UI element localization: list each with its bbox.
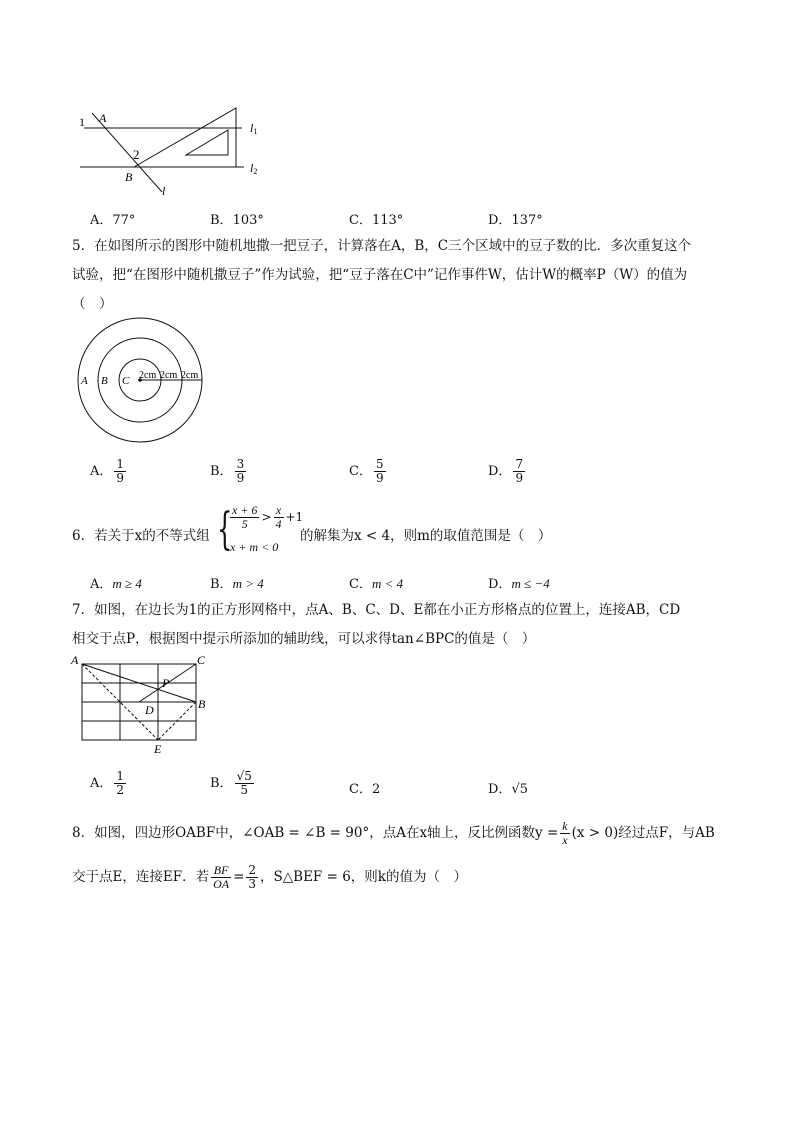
set-square — [134, 108, 236, 167]
q8-line-1: 8．如图，四边形OABF中，∠OAB = ∠B = 90°，点A在x轴上，反比例函数y = $\frac{k}{x}$ (x > 0)经过点F，与AB — [72, 819, 715, 847]
q6-inequality-1: $\frac{x + 6}{5}$ > $\frac{x}{4}$ +1 — [232, 503, 304, 531]
q6-inequality-2: x + m < 0 — [230, 540, 279, 554]
q7-option-b[interactable]: B． $\frac{√5}{5}$ — [210, 769, 252, 797]
radius-label-1: 2cm — [139, 370, 157, 381]
label-P: P — [162, 676, 170, 690]
region-A-label: A — [81, 375, 88, 387]
label-l1: l1 — [250, 121, 258, 136]
label-E: E — [154, 742, 162, 756]
q5-target-figure — [72, 316, 212, 446]
q7-line-2: 相交于点P，根据图中提示所添加的辅助线，可以求得tan∠BPC的值是（ ） — [72, 631, 536, 647]
question-5 — [72, 232, 722, 319]
q6-option-d[interactable]: D．m ≤ −4 — [488, 576, 550, 592]
label-A: A — [71, 653, 79, 667]
q6-option-a[interactable]: A．m ≥ 4 — [90, 576, 142, 592]
question-8 — [72, 818, 722, 894]
q5-line-3: （ ） — [72, 296, 113, 312]
q5-option-b[interactable]: B． $\frac{3}{9}$ — [210, 457, 245, 485]
q6-option-c[interactable]: C．m < 4 — [349, 576, 404, 592]
region-C-label: C — [122, 375, 130, 387]
label-B: B — [125, 170, 133, 184]
q7-option-c[interactable]: C．2 — [349, 782, 381, 797]
label-l2: l2 — [250, 161, 258, 176]
label-B: B — [198, 697, 206, 711]
q5-option-d[interactable]: D． $\frac{7}{9}$ — [488, 457, 524, 485]
q7-option-d[interactable]: D．√5 — [488, 782, 528, 797]
label-A: A — [99, 111, 107, 125]
region-B-label: B — [101, 375, 108, 387]
question-6 — [72, 502, 722, 562]
q7-grid-figure — [68, 652, 218, 758]
label-1: 1 — [79, 115, 85, 129]
radius-label-2: 2cm — [160, 370, 178, 381]
q5-line-1: 5．在如图所示的图形中随机地撒一把豆子，计算落在A，B，C三个区域中的豆子数的比．多次重复这个 — [72, 238, 692, 254]
q7-option-a[interactable]: A． $\frac{1}{2}$ — [90, 769, 125, 797]
q7-line-1: 7．如图，在边长为1的正方形网格中，点A、B、C、D、E都在小正方形格点的位置上，连接AB，CD — [72, 602, 681, 618]
q4-option-b[interactable]: B．103° — [210, 213, 264, 228]
q5-line-2: 试验，把“在图形中随机撒豆子”作为试验，把“豆子落在C中”记作事件W，估计W的概率P（W）的值为 — [72, 267, 688, 283]
label-C: C — [197, 653, 206, 667]
label-D: D — [145, 703, 154, 717]
q8-line-2: 交于点E，连接EF．若 $\frac{BF}{OA}$ = $\frac{2}{3}$ ，S△BEF = 6，则k的值为（ ） — [72, 863, 467, 891]
radius-label-3: 2cm — [181, 370, 199, 381]
q5-option-c[interactable]: C． $\frac{5}{9}$ — [349, 457, 384, 485]
label-l: l — [162, 184, 166, 198]
q6-prefix: 6．若关于x的不等式组 — [72, 528, 210, 544]
q5-option-a[interactable]: A． $\frac{1}{9}$ — [90, 457, 125, 485]
q4-figure — [74, 100, 274, 200]
q6-brace: { — [217, 504, 233, 555]
q6-suffix: 的解集为x < 4，则m的取值范围是（ ） — [300, 528, 552, 544]
question-7 — [72, 596, 722, 654]
q4-option-a[interactable]: A．77° — [90, 213, 136, 228]
q6-option-b[interactable]: B．m > 4 — [210, 576, 264, 592]
label-angle-2: 2 — [133, 147, 140, 162]
q4-option-d[interactable]: D．137° — [488, 213, 543, 228]
q4-option-c[interactable]: C．113° — [349, 213, 404, 228]
